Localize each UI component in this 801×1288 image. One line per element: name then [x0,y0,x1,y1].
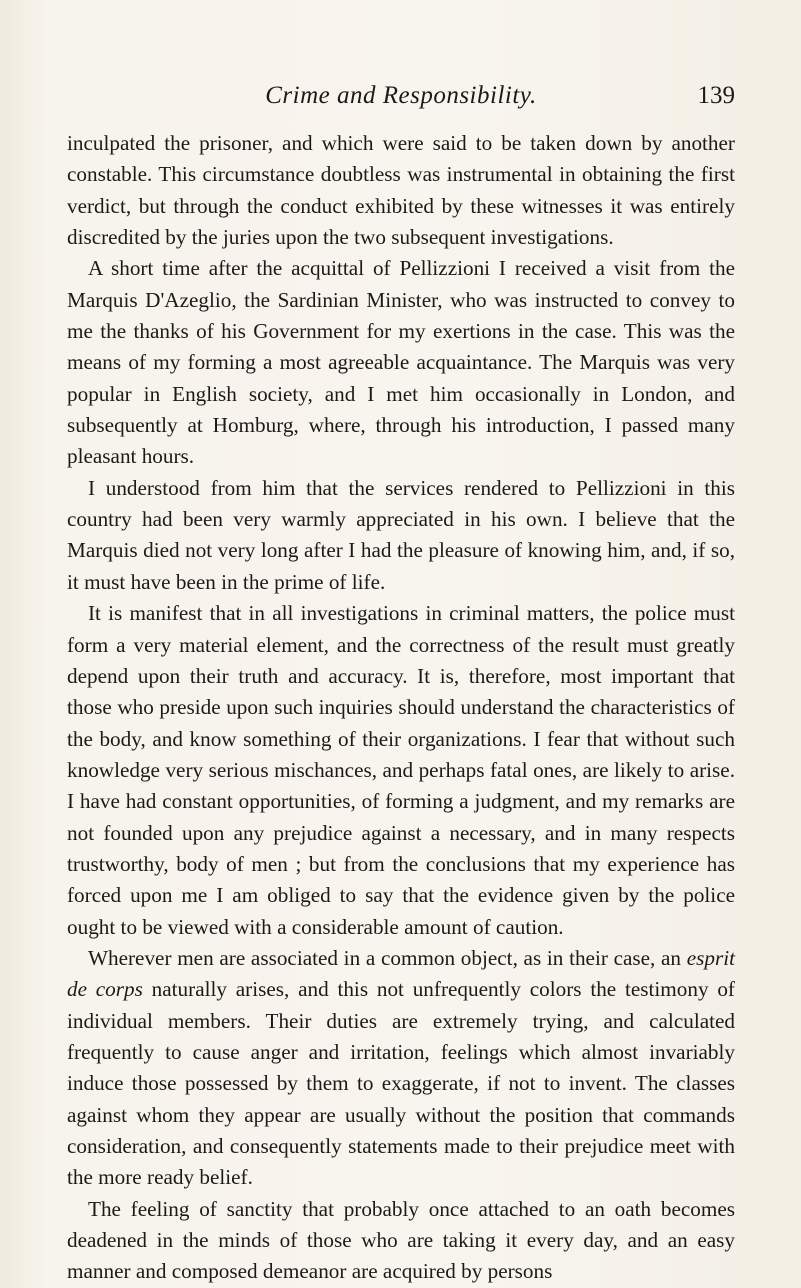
paragraph-5-text-b: naturally arises, and this not unfrequently colors the testimony of individual members. Their duties are extremely trying, and calculated frequently to cause anger and irritation, feelings which almost invariably induce those possessed by them to exaggerate, if not to invent. The classes against whom they appear are usually without the position that commands consideration, and consequently statements made to their prejudice meet with the more ready belief. [67,977,735,1190]
paragraph-6: The feeling of sanctity that probably once attached to an oath becomes deadened in the minds of those who are taking it every day, and an easy manner and composed demeanor are acquired by persons [67,1196,735,1284]
paragraph-5 [67,943,735,1194]
paragraph-1: inculpated the prisoner, and which were said to be taken down by another constable. This circumstance doubtless was instrumental in obtaining the first verdict, but through the conduct exhibited by these witnesses it was entirely discredited by the juries upon the two subsequent investigations. [67,131,735,250]
paragraph-4: It is manifest that in all investigations in criminal matters, the police must form a very material element, and the correctness of the result must greatly depend upon their truth and accuracy. It is, therefore, most important that those who preside upon such inquiries should understand the characteristics of the body, and know something of their organizations. I fear that without such knowledge very serious mischances, and perhaps fatal ones, are likely to arise. I have had constant opportunities, of forming a judgment, and my remarks are not founded upon any prejudice against a necessary, and in many respects trustworthy, body of men ; but from the conclusions that my experience has forced upon me I am obliged to say that the evidence given by the police ought to be viewed with a considerable amount of caution. [67,601,735,939]
body-text [67,128,735,1288]
paragraph-3: I understood from him that the services rendered to Pellizzioni in this country had been very warmly appreciated in his own. I believe that the Marquis died not very long after I had the pleasure of knowing him, and, if so, it must have been in the prime of life. [67,475,735,594]
paragraph-5-italic-phrase: esprit de corps [67,945,735,1002]
paragraph-5-text-a: Wherever men are associated in a common object, as in their case, an [88,945,687,970]
paragraph-2: A short time after the acquittal of Pellizzioni I received a visit from the Marquis D'Azeglio, the Sardinian Minister, who was instructed to convey to me the thanks of his Government for my exertions in the case. This was the means of my forming a most agreeable acquaintance. The Marquis was very popular in English society, and I met him occasionally in London, and subsequently at Homburg, where, through his introduction, I passed many pleasant hours. [67,256,735,469]
running-head [67,82,735,122]
page-number: 139 [697,82,735,109]
running-title: Crime and Responsibility. [265,82,537,109]
